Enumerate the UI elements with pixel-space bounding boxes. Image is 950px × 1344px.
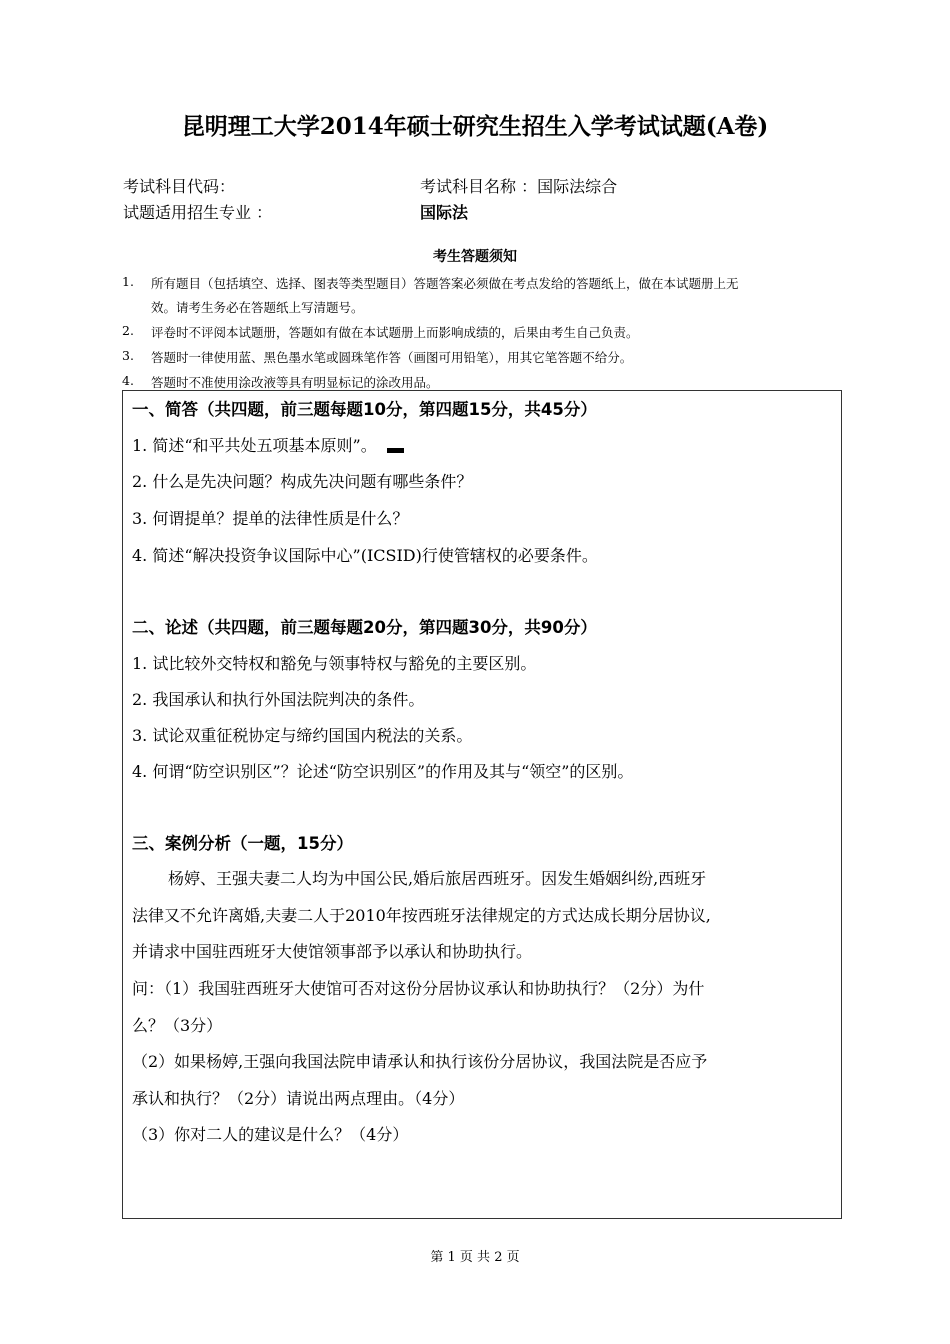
subject-name-label: 考试科目名称 ：国际法综合 bbox=[420, 177, 618, 196]
case-text: 法律又不允许离婚,夫妻二人于2010年按西班牙法律规定的方式达成长期分居协议, bbox=[132, 906, 711, 925]
question-item: 1. 简述“和平共处五项基本原则”。 bbox=[132, 433, 404, 456]
notice-number: 1. bbox=[122, 274, 134, 289]
case-text: 杨婷、王强夫妻二人均为中国公民,婚后旅居西班牙。因发生婚姻纠纷,西班牙 bbox=[168, 869, 707, 888]
section-heading: 二、论述（共四题，前三题每题20分，第四题30分，共90分） bbox=[132, 618, 597, 637]
question-item: 2. 我国承认和执行外国法院判决的条件。 bbox=[132, 690, 425, 709]
notice-text: 效。请考生务必在答题纸上写清题号。 bbox=[151, 300, 364, 315]
notice-number: 2. bbox=[122, 323, 134, 338]
case-question: 么？（3分） bbox=[132, 1016, 223, 1035]
case-question: 问：（1）我国驻西班牙大使馆可否对这份分居协议承认和协助执行？（2分）为什 bbox=[132, 979, 705, 998]
notice-number: 3. bbox=[122, 348, 134, 363]
notice-text: 答题时一律使用蓝、黑色墨水笔或圆珠笔作答（画图可用铅笔），用其它笔答题不给分。 bbox=[151, 350, 633, 365]
major-label: 试题适用招生专业 ： bbox=[123, 203, 273, 222]
page-number: 第 1 页 共 2 页 bbox=[430, 1250, 520, 1265]
question-item: 1. 试比较外交特权和豁免与领事特权与豁免的主要区别。 bbox=[132, 654, 537, 673]
question-item: 4. 何谓“防空识别区”？论述“防空识别区”的作用及其与“领空”的区别。 bbox=[132, 762, 634, 781]
section-heading: 三、案例分析（一题，15分） bbox=[132, 834, 353, 853]
notice-heading: 考生答题须知 bbox=[433, 249, 517, 265]
case-text: 并请求中国驻西班牙大使馆领事部予以承认和协助执行。 bbox=[132, 942, 533, 961]
subject-code-label: 考试科目代码： bbox=[123, 177, 236, 196]
notice-text: 评卷时不评阅本试题册，答题如有做在本试题册上而影响成绩的，后果由考生自己负责。 bbox=[151, 325, 639, 340]
section-heading: 一、简答（共四题，前三题每题10分，第四题15分，共45分） bbox=[132, 400, 597, 419]
notice-text: 所有题目（包括填空、选择、图表等类型题目）答题答案必须做在考点发给的答题纸上，做在本试题册上无 bbox=[151, 276, 739, 291]
major-value: 国际法 bbox=[420, 203, 469, 222]
text-cursor-icon bbox=[387, 448, 404, 453]
question-item: 3. 试论双重征税协定与缔约国国内税法的关系。 bbox=[132, 726, 473, 745]
question-item: 3. 何谓提单？提单的法律性质是什么？ bbox=[132, 509, 409, 528]
case-question: （3）你对二人的建议是什么？（4分） bbox=[132, 1125, 409, 1144]
case-question: 承认和执行？（2分）请说出两点理由。（4分） bbox=[132, 1089, 465, 1108]
notice-text: 答题时不准使用涂改液等具有明显标记的涂改用品。 bbox=[151, 375, 439, 390]
question-item: 4. 简述“解决投资争议国际中心”(ICSID)行使管辖权的必要条件。 bbox=[132, 546, 598, 565]
case-question: （2）如果杨婷,王强向我国法院申请承认和执行该份分居协议，我国法院是否应予 bbox=[132, 1052, 708, 1071]
exam-title: 昆明理工大学2014年硕士研究生招生入学考试试题(A卷) bbox=[181, 113, 769, 140]
question-item: 2. 什么是先决问题？构成先决问题有哪些条件？ bbox=[132, 472, 473, 491]
notice-number: 4. bbox=[122, 373, 134, 388]
